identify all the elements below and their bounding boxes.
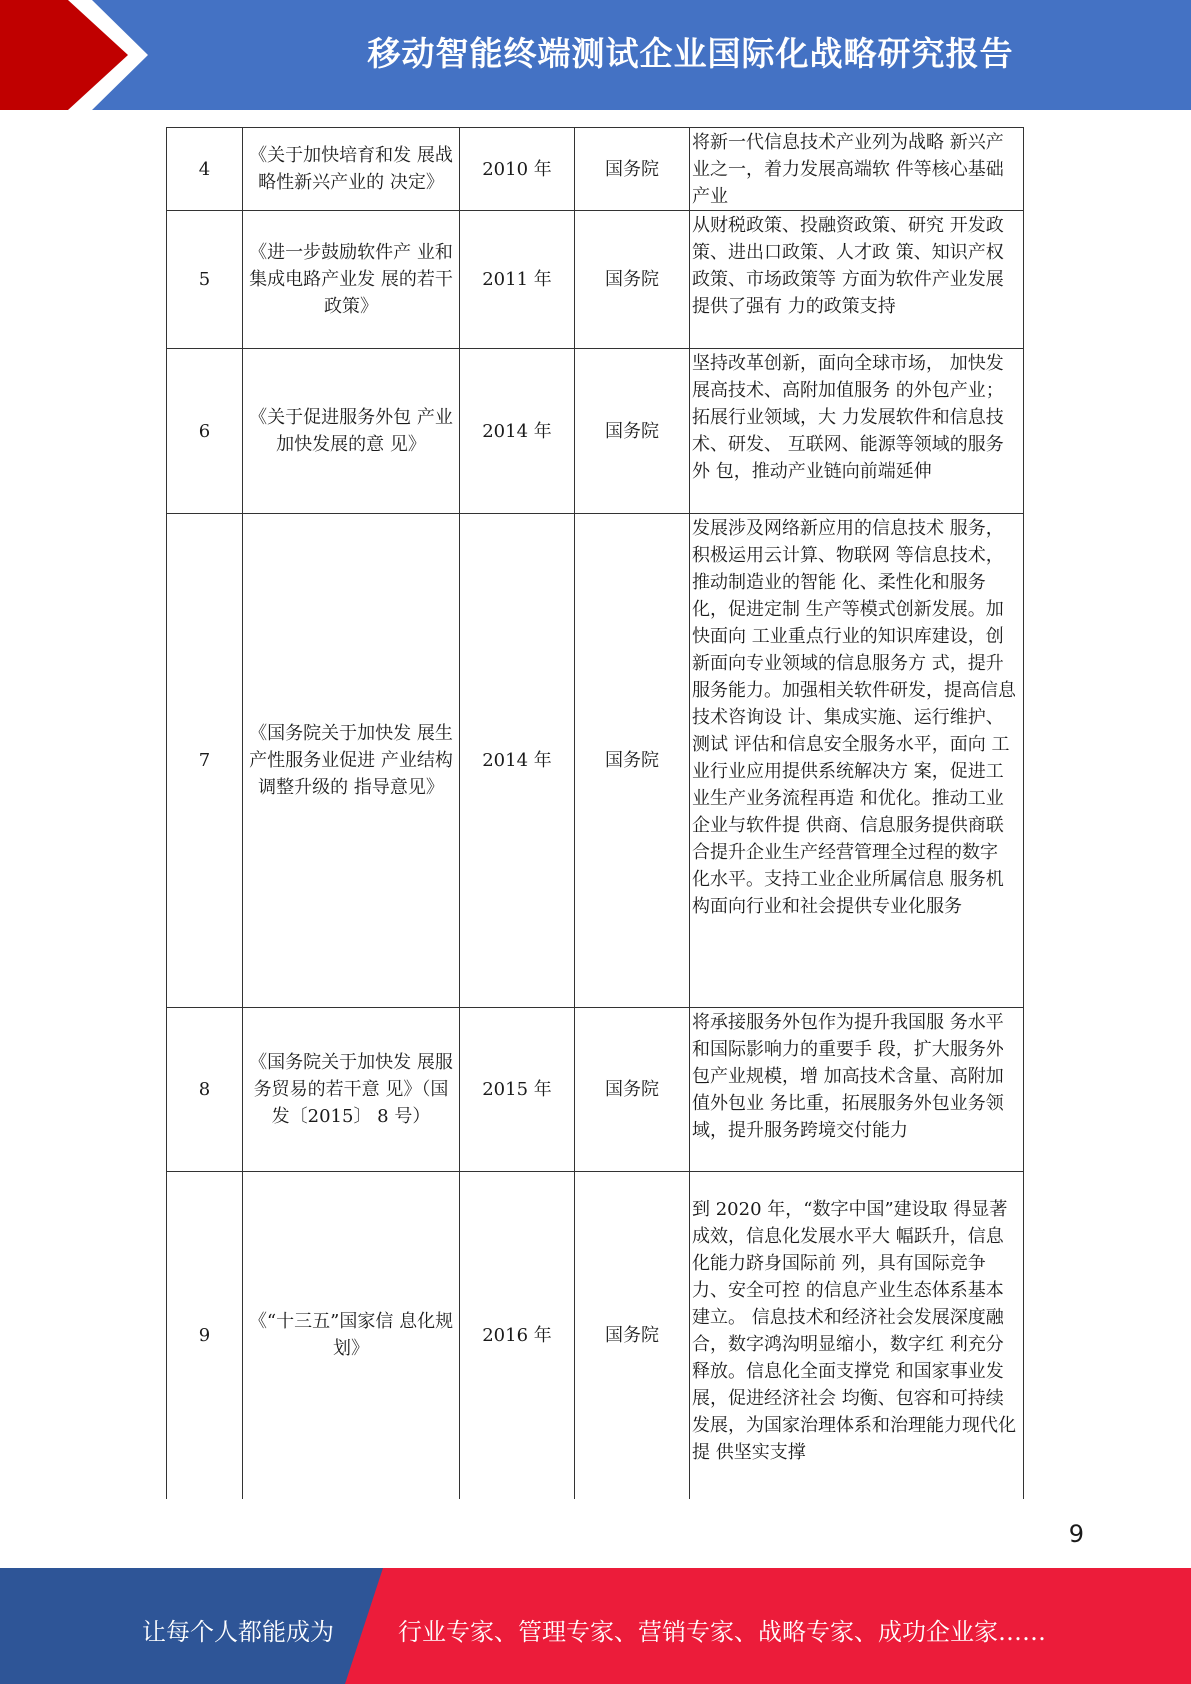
- policy-year: 2015 年: [460, 1008, 575, 1172]
- policy-description: 将承接服务外包作为提升我国服 务水平和国际影响力的重要手 段，扩大服务外包产业规模，增 加高技术含量、高附加值外包业 务比重，拓展服务外包业务领 域，提升服务跨境交付能力: [690, 1008, 1024, 1172]
- policy-year: 2014 年: [460, 514, 575, 1008]
- policy-year: 2016 年: [460, 1172, 575, 1499]
- policy-name: 《国务院关于加快发 展服务贸易的若干意 见》（国发〔2015〕 8 号）: [243, 1008, 460, 1172]
- policy-year: 2011 年: [460, 211, 575, 349]
- policy-table: [166, 127, 1024, 1499]
- table-row: [167, 514, 1024, 1008]
- policy-issuer: 国务院: [575, 211, 690, 349]
- policy-issuer: 国务院: [575, 128, 690, 211]
- page-footer: [0, 1568, 1191, 1684]
- page-header: [0, 0, 1191, 110]
- row-number: 8: [167, 1008, 243, 1172]
- table-row: [167, 349, 1024, 514]
- row-number: 9: [167, 1172, 243, 1499]
- row-number: 5: [167, 211, 243, 349]
- page-number: 9: [1068, 1520, 1084, 1548]
- row-number: 6: [167, 349, 243, 514]
- row-number: 7: [167, 514, 243, 1008]
- footer-slogan-right: 行业专家、管理专家、营销专家、战略专家、成功企业家……: [398, 1618, 1046, 1646]
- policy-name: 《关于加快培育和发 展战略性新兴产业的 决定》: [243, 128, 460, 211]
- policy-issuer: 国务院: [575, 1008, 690, 1172]
- policy-issuer: 国务院: [575, 514, 690, 1008]
- policy-description: 将新一代信息技术产业列为战略 新兴产业之一，着力发展高端软 件等核心基础产业: [690, 128, 1024, 211]
- policy-name: 《关于促进服务外包 产业加快发展的意 见》: [243, 349, 460, 514]
- policy-issuer: 国务院: [575, 1172, 690, 1499]
- policy-issuer: 国务院: [575, 349, 690, 514]
- policy-year: 2014 年: [460, 349, 575, 514]
- policy-description: 坚持改革创新，面向全球市场， 加快发展高技术、高附加值服务 的外包产业；拓展行业领域，大 力发展软件和信息技术、研发、 互联网、能源等领域的服务外 包，推动产业链向前端延伸: [690, 349, 1024, 514]
- table-row: [167, 1172, 1024, 1499]
- policy-name: 《国务院关于加快发 展生产性服务业促进 产业结构调整升级的 指导意见》: [243, 514, 460, 1008]
- policy-name: 《“十三五”国家信 息化规划》: [243, 1172, 460, 1499]
- table-row: [167, 1008, 1024, 1172]
- policy-description: 到 2020 年，“数字中国”建设取 得显著成效，信息化发展水平大 幅跃升，信息化能力跻身国际前 列，具有国际竞争力、安全可控 的信息产业生态体系基本建立。 信息技术和经济社会发展深度融 合，数字鸿沟明显缩小，数字红 利充分释放。信息化全面支撑党 和国家事业发展，促进经济社会 均衡、包容和可持续发展，为国家治理体系和治理能力现代化提 供坚实支撑: [690, 1172, 1024, 1499]
- policy-name: 《进一步鼓励软件产 业和集成电路产业发 展的若干政策》: [243, 211, 460, 349]
- footer-slogan-left: 让每个人都能成为: [142, 1618, 334, 1646]
- report-title: 移动智能终端测试企业国际化战略研究报告: [367, 34, 1014, 73]
- table-row: [167, 211, 1024, 349]
- table-row: [167, 128, 1024, 211]
- policy-year: 2010 年: [460, 128, 575, 211]
- policy-description: 发展涉及网络新应用的信息技术 服务，积极运用云计算、物联网 等信息技术，推动制造业的智能 化、柔性化和服务化，促进定制 生产等模式创新发展。加快面向 工业重点行业的知识库建设，创 新面向专业领域的信息服务方 式，提升服务能力。加强相关软件研发，提高信息技术咨询设 计、集成实施、运行维护、测试 评估和信息安全服务水平，面向 工业行业应用提供系统解决方 案，促进工业生产业务流程再造 和优化。推动工业企业与软件提 供商、信息服务提供商联合提升企业生产经营管理全过程的数字 化水平。支持工业企业所属信息 服务机构面向行业和社会提供专业化服务: [690, 514, 1024, 1008]
- row-number: 4: [167, 128, 243, 211]
- policy-description: 从财税政策、投融资政策、研究 开发政策、进出口政策、人才政 策、知识产权政策、市场政策等 方面为软件产业发展提供了强有 力的政策支持: [690, 211, 1024, 349]
